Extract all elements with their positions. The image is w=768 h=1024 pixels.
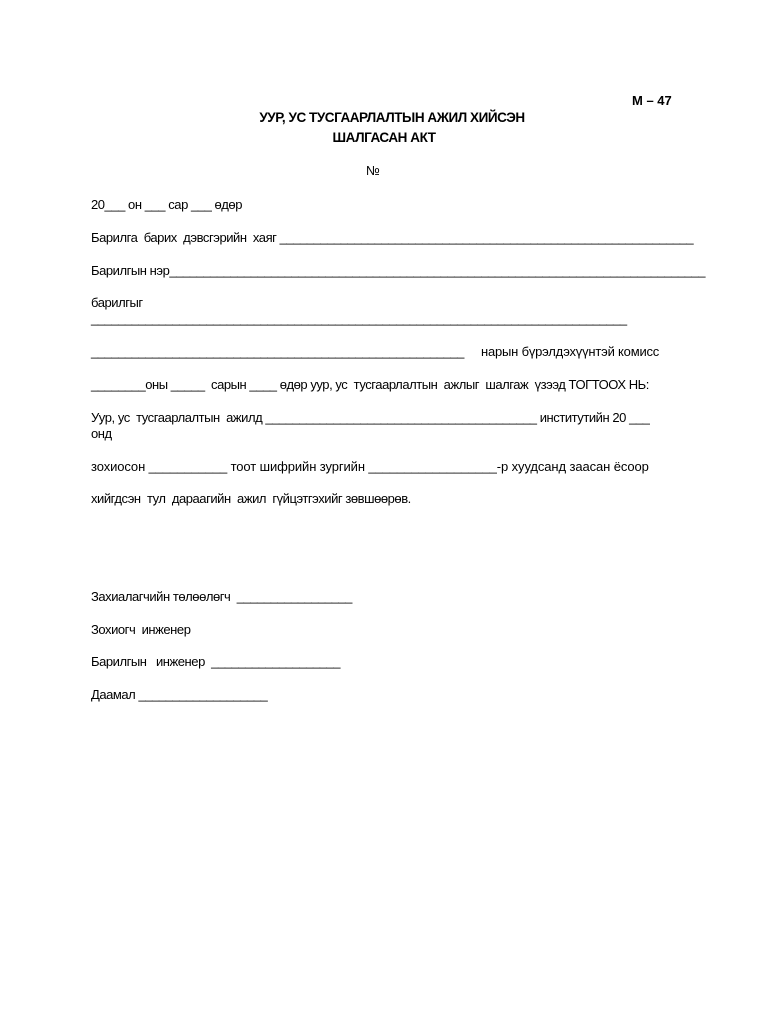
allow-line: хийгдсэн тул дараагийн ажил гүйцэтгэхийг зөвшөөрөв.: [91, 491, 411, 506]
document-title-line1: УУР, УС ТУСГААРЛАЛТЫН АЖИЛ ХИЙСЭН: [259, 110, 525, 125]
work-line-ond: онд: [91, 426, 112, 441]
client-representative-signature: Захиалагчийн төлөөлөгч _________________: [91, 589, 352, 604]
inspection-line: ________оны _____ сарын ____ өдөр уур, ус тусгаарлалтын ажлыг шалгаж үзээд ТОГТООХ НЬ:: [91, 377, 649, 392]
construction-engineer-signature: Барилгын инженер ___________________: [91, 654, 340, 669]
address-line: Барилга барих дэвсгэрийн хаяг _____________________________________________________________: [91, 230, 694, 245]
document-title-line2: ШАЛГАСАН АКТ: [332, 130, 436, 145]
building-word: барилгыг: [91, 295, 143, 310]
work-line: Уур, ус тусгаарлалтын ажилд ________________________________________ институтийн 20 ___: [91, 410, 650, 425]
document-number-sign: №: [366, 163, 380, 178]
building-underline: _______________________________________________________________________________: [91, 311, 627, 326]
design-engineer-signature: Зохиогч инженер: [91, 622, 191, 637]
building-name-line: Барилгын нэр_______________________________________________________________________________: [91, 263, 705, 278]
date-line: 20___ он ___ сар ___ өдөр: [91, 197, 242, 212]
foreman-signature: Даамал ___________________: [91, 687, 268, 702]
commission-text: нарын бүрэлдэхүүнтэй комисс: [481, 344, 660, 359]
form-code: М – 47: [632, 93, 672, 108]
commission-blank: _______________________________________________________: [91, 344, 464, 359]
design-line: зохиосон ___________ тоот шифрийн зургийн __________________-р хуудсанд заасан ёсоор: [91, 459, 649, 474]
